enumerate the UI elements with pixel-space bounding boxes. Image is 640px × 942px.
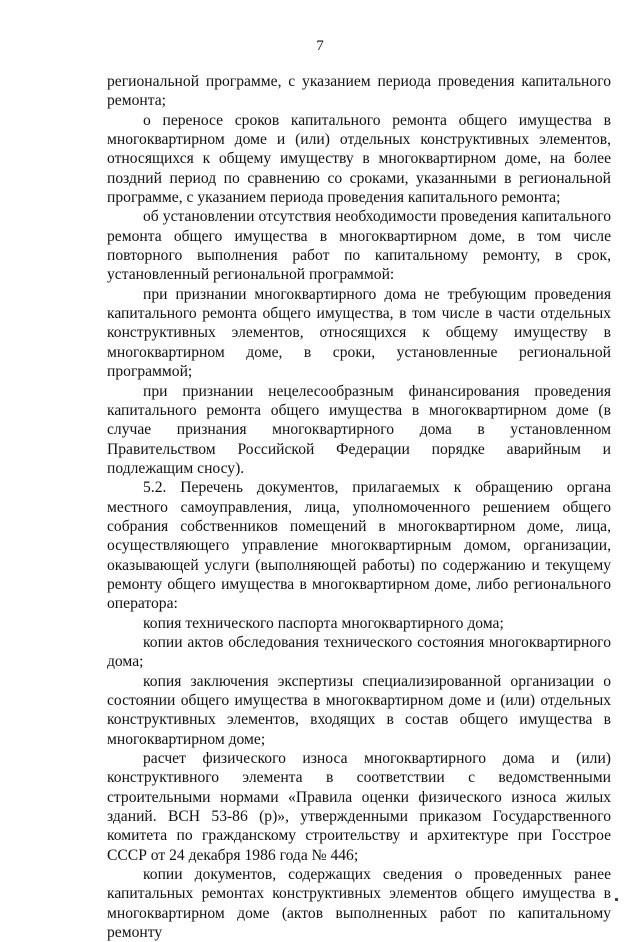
paragraph-2: о переносе сроков капитального ремонта общего имущества в многоквартирном доме и (или) отдельных конструктивных элементов, относящихся к общему имуществу в многоквартирном доме, на более поздний период по сравнению со сроками, указанными в региональной программе, с указанием периода проведения капитального ремонта;: [107, 111, 611, 207]
paragraph-1: региональной программе, с указанием периода проведения капитального ремонта;: [107, 73, 611, 110]
paragraph-3: об установлении отсутствия необходимости проведения капитального ремонта общего имущества в многоквартирном доме, в том числе повторного выполнения работ по капитальному ремонту, в срок, установленный региональной программой:: [107, 208, 611, 284]
body-text: [107, 72, 611, 942]
paragraph-10: расчет физического износа многоквартирного дома и (или) конструктивного элемента в соответствии с ведомственными строительными нормами «Правила оценки физического износа жилых зданий. ВСН 53-86 (р)», утвержденными приказом Государственного комитета по гражданскому строительству и архитектуре при Госстрое СССР от 24 декабря 1986 года № 446;: [107, 750, 611, 864]
page-number: 7: [316, 38, 324, 54]
paragraph-7: копия технического паспорта многоквартирного дома;: [143, 614, 504, 632]
paragraph-5: при признании нецелесообразным финансирования проведения капитального ремонта общего имущества в многоквартирном доме (в случае признания многоквартирного дома в установленном Правительством Российской Федерации порядке аварийным и подлежащим сносу).: [107, 382, 611, 477]
paragraph-4: при признании многоквартирного дома не требующим проведения капитального ремонта общего имущества, в том числе в части отдельных конструктивных элементов, относящихся к общему имуществу в многоквартирном доме, в сроки, установленные региональной программой;: [107, 285, 611, 381]
paragraph-6: 5.2. Перечень документов, прилагаемых к обращению органа местного самоуправления, лица, уполномоченного решением общего собрания собственников помещений в многоквартирном доме, лица, осуществляющего управление многоквартирным домом, организации, оказывающей услуги (выполняющей работы) по содержанию и текущему ремонту общего имущества в многоквартирном доме, либо регионального оператора:: [107, 479, 611, 613]
scan-mark: [615, 898, 618, 901]
paragraph-11: копии документов, содержащих сведения о проведенных ранее капитальных ремонтах конструктивных элементов общего имущества в многоквартирном доме (актов выполненных работ по капитальному ремонту: [107, 866, 611, 942]
paragraph-8: копии актов обследования технического состояния многоквартирного дома;: [107, 633, 611, 671]
paragraph-9: копия заключения экспертизы специализированной организации о состоянии общего имущества в многоквартирном доме и (или) отдельных конструктивных элементов, входящих в состав общего имущества в многоквартирном доме;: [107, 672, 611, 748]
